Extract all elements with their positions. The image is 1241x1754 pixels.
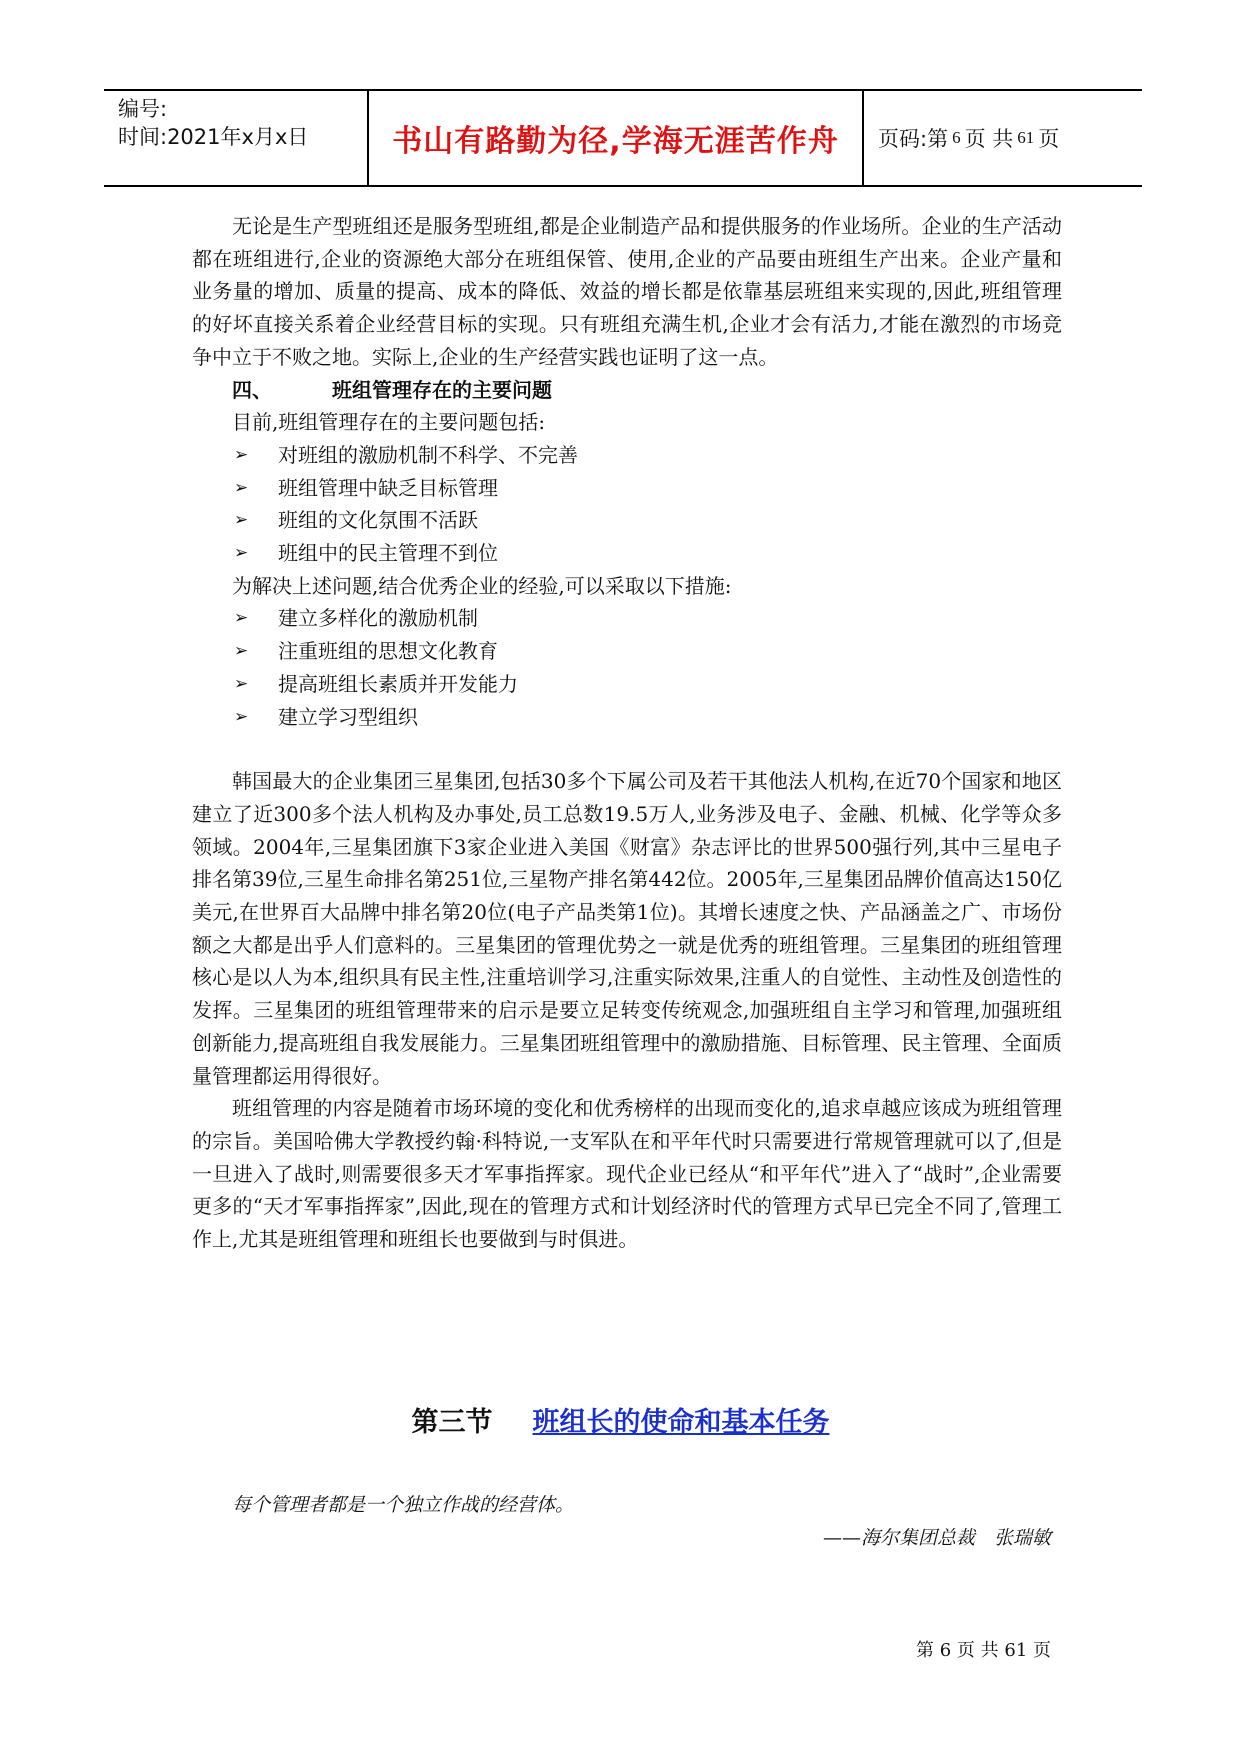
page-prefix: 页码:第 bbox=[878, 127, 949, 151]
arrow-bullet-icon: ➢ bbox=[234, 543, 249, 564]
problem-item: 对班组的激励机制不科学、不完善 bbox=[278, 442, 578, 467]
page-mid: 页 共 bbox=[964, 127, 1014, 151]
arrow-bullet-icon: ➢ bbox=[234, 673, 249, 694]
heading-text: 班组管理存在的主要问题 bbox=[332, 377, 552, 402]
list-item bbox=[192, 635, 1062, 668]
arrow-bullet-icon: ➢ bbox=[234, 510, 249, 531]
measure-item: 注重班组的思想文化教育 bbox=[278, 639, 498, 664]
problem-item: 班组中的民主管理不到位 bbox=[278, 541, 498, 566]
page-header bbox=[104, 89, 1142, 187]
problem-item: 班组的文化氛围不活跃 bbox=[278, 508, 478, 533]
list-item bbox=[192, 602, 1062, 635]
section-number: 第三节 bbox=[411, 1407, 493, 1438]
problem-item: 班组管理中缺乏目标管理 bbox=[278, 475, 498, 500]
list-item bbox=[192, 504, 1062, 537]
arrow-bullet-icon: ➢ bbox=[234, 706, 249, 727]
page-suffix: 页 bbox=[1038, 127, 1060, 151]
section-title-link[interactable]: 班组长的使命和基本任务 bbox=[532, 1407, 830, 1438]
section-title bbox=[0, 1400, 1241, 1439]
measures-intro: 为解决上述问题,结合优秀企业的经验,可以采取以下措施: bbox=[232, 573, 732, 598]
epigraph-quote: 每个管理者都是一个独立作战的经营体。 bbox=[232, 1494, 575, 1516]
page-footer: 第 6 页 共 61 页 bbox=[916, 1640, 1051, 1661]
page-number: 6 bbox=[952, 128, 961, 147]
measure-item: 建立学习型组织 bbox=[278, 704, 418, 729]
number-label: 编号: bbox=[118, 97, 168, 121]
arrow-bullet-icon: ➢ bbox=[234, 641, 249, 662]
list-item bbox=[192, 701, 1062, 734]
section-heading-four bbox=[192, 374, 1062, 407]
arrow-bullet-icon: ➢ bbox=[234, 608, 249, 629]
list-item bbox=[192, 472, 1062, 505]
page-total: 61 bbox=[1017, 128, 1035, 147]
header-meta bbox=[104, 91, 369, 185]
paragraph-evolution: 班组管理的内容是随着市场环境的变化和优秀榜样的出现而变化的,追求卓越应该成为班组管理的宗旨。美国哈佛大学教授约翰·科特说,一支军队在和平年代时只需要进行常规管理就可以了,但是一旦进入了战时,则需要很多天才军事指挥家。现代企业已经从“和平年代”进入了“战时”,企业需要更多的“天才军事指挥家”,因此,现在的管理方式和计划经济时代的管理方式早已完全不同了,管理工作上,尤其是班组管理和班组长也要做到与时俱进。 bbox=[192, 1096, 1062, 1252]
paragraph-intro: 无论是生产型班组还是服务型班组,都是企业制造产品和提供服务的作业场所。企业的生产活动都在班组进行,企业的资源绝大部分在班组保管、使用,企业的产品要由班组生产出来。企业产量和业务量的增加、质量的提高、成本的降低、效益的增长都是依靠基层班组来实现的,因此,班组管理的好坏直接关系着企业经营目标的实现。只有班组充满生机,企业才会有活力,才能在激烈的市场竞争中立于不败之地。实际上,企业的生产经营实践也证明了这一点。 bbox=[192, 214, 1062, 369]
measure-item: 提高班组长素质并开发能力 bbox=[278, 671, 518, 696]
list-item bbox=[192, 439, 1062, 472]
header-motto-cell bbox=[369, 91, 864, 185]
header-motto: 书山有路勤为径,学海无涯苦作舟 bbox=[392, 124, 839, 159]
epigraph-attribution: ——海尔集团总裁 张瑞敏 bbox=[822, 1527, 1051, 1549]
header-page-info bbox=[864, 91, 1142, 185]
document-body bbox=[192, 210, 1062, 1256]
arrow-bullet-icon: ➢ bbox=[234, 477, 249, 498]
measure-item: 建立多样化的激励机制 bbox=[278, 606, 478, 631]
arrow-bullet-icon: ➢ bbox=[234, 444, 249, 465]
paragraph-samsung: 韩国最大的企业集团三星集团,包括30多个下属公司及若干其他法人机构,在近70个国家和地区建立了近300多个法人机构及办事处,员工总数19.5万人,业务涉及电子、金融、机械、化学等众多领域。2004年,三星集团旗下3家企业进入美国《财富》杂志评比的世界500强行列,其中三星电子排名第39位,三星生命排名第251位,三星物产排名第442位。2005年,三星集团品牌价值高达150亿美元,在世界百大品牌中排名第20位(电子产品类第1位)。其增长速度之快、产品涵盖之广、市场份额之大都是出乎人们意料的。三星集团的管理优势之一就是优秀的班组管理。三星集团的班组管理核心是以人为本,组织具有民主性,注重培训学习,注重实际效果,注重人的自觉性、主动性及创造性的发挥。三星集团的班组管理带来的启示是要立足转变传统观念,加强班组自主学习和管理,加强班组创新能力,提高班组自我发展能力。三星集团班组管理中的激励措施、目标管理、民主管理、全面质量管理都运用得很好。 bbox=[192, 769, 1062, 1088]
list-item bbox=[192, 537, 1062, 570]
list-item bbox=[192, 668, 1062, 701]
heading-number: 四、 bbox=[232, 377, 272, 402]
time-label: 时间:2021年x月x日 bbox=[118, 125, 309, 149]
problems-intro: 目前,班组管理存在的主要问题包括: bbox=[232, 410, 546, 435]
